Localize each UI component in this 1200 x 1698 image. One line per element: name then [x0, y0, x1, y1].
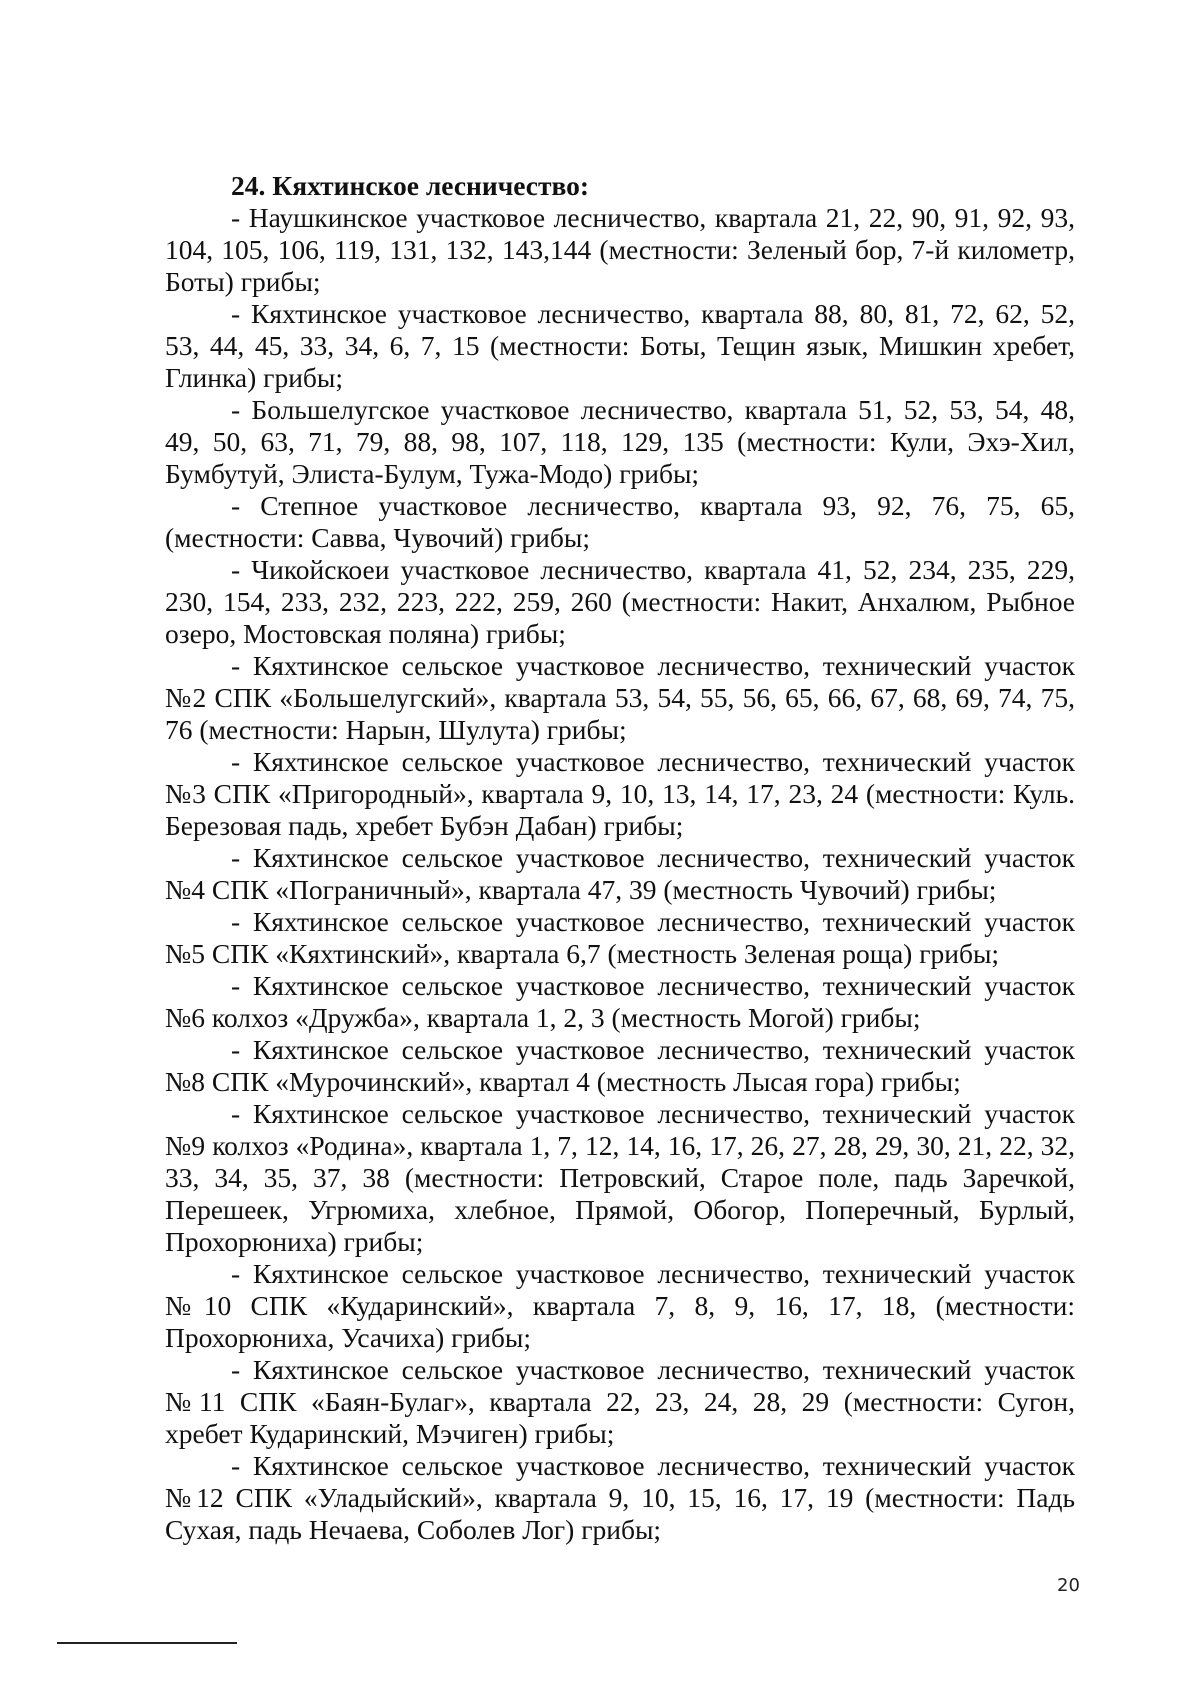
list-item: - Наушкинское участковое лесничество, квартала 21, 22, 90, 91, 92, 93, 104, 105, 106, 119, 131, 132, 143,144 (местности: Зеленый бор, 7-й километр, Боты) грибы; [165, 202, 1075, 297]
list-item: - Кяхтинское сельское участковое лесничество, технический участок №6 колхоз «Дружба», квартала 1, 2, 3 (местность Могой) грибы; [165, 970, 1075, 1033]
list-item: - Кяхтинское сельское участковое лесничество, технический участок №8 СПК «Мурочинский», квартал 4 (местность Лысая гора) грибы; [165, 1034, 1075, 1097]
document-body [165, 170, 1075, 1546]
list-item: - Кяхтинское сельское участковое лесничество, технический участок №2 СПК «Большелугский», квартала 53, 54, 55, 56, 65, 66, 67, 68, 69, 74, 75, 76 (местности: Нарын, Шулута) грибы; [165, 650, 1075, 745]
list-item: - Большелугское участковое лесничество, квартала 51, 52, 53, 54, 48, 49, 50, 63, 71, 79, 88, 98, 107, 118, 129, 135 (местности: Кули, Эхэ-Хил, Бумбутуй, Элиста-Булум, Тужа-Модо) грибы; [165, 394, 1075, 489]
list-item: - Кяхтинское сельское участковое лесничество, технический участок №10 СПК «Кударинский», квартала 7, 8, 9, 16, 17, 18, (местности: Прохорюниха, Усачиха) грибы; [165, 1258, 1075, 1353]
list-item: - Кяхтинское участковое лесничество, квартала 88, 80, 81, 72, 62, 52, 53, 44, 45, 33, 34, 6, 7, 15 (местности: Боты, Тещин язык, Мишкин хребет, Глинка) грибы; [165, 298, 1075, 393]
list-item: - Кяхтинское сельское участковое лесничество, технический участок №9 колхоз «Родина», квартала 1, 7, 12, 14, 16, 17, 26, 27, 28, 29, 30, 21, 22, 32, 33, 34, 35, 37, 38 (местности: Петровский, Старое поле, падь Заречкой, Перешеек, Угрюмиха, хлебное, Прямой, Обогор, Поперечный, Бурлый, Прохорюниха) грибы; [165, 1098, 1075, 1257]
list-item: - Кяхтинское сельское участковое лесничество, технический участок №4 СПК «Пограничный», квартала 47, 39 (местность Чувочий) грибы; [165, 842, 1075, 905]
list-item: - Кяхтинское сельское участковое лесничество, технический участок №11 СПК «Баян-Булаг», квартала 22, 23, 24, 28, 29 (местности: Сугон, хребет Кударинский, Мэчиген) грибы; [165, 1354, 1075, 1449]
entry-list [165, 202, 1075, 1546]
list-item: - Чикойскоеи участковое лесничество, квартала 41, 52, 234, 235, 229, 230, 154, 233, 232, 223, 222, 259, 260 (местности: Накит, Анхалюм, Рыбное озеро, Мостовская поляна) грибы; [165, 554, 1075, 649]
list-item: - Кяхтинское сельское участковое лесничество, технический участок №5 СПК «Кяхтинский», квартала 6,7 (местность Зеленая роща) грибы; [165, 906, 1075, 969]
list-item: - Кяхтинское сельское участковое лесничество, технический участок №3 СПК «Пригородный», квартала 9, 10, 13, 14, 17, 23, 24 (местности: Куль. Березовая падь, хребет Бубэн Дабан) грибы; [165, 746, 1075, 841]
section-heading: 24. Кяхтинское лесничество: [231, 170, 590, 201]
page-number: 20 [1057, 1575, 1080, 1596]
list-item: - Кяхтинское сельское участковое лесничество, технический участок №12 СПК «Уладыйский», квартала 9, 10, 15, 16, 17, 19 (местности: Падь Сухая, падь Нечаева, Соболев Лог) грибы; [165, 1450, 1075, 1545]
footnote-separator [57, 1642, 237, 1644]
list-item: - Степное участковое лесничество, квартала 93, 92, 76, 75, 65, (местности: Савва, Чувочий) грибы; [165, 490, 1075, 553]
